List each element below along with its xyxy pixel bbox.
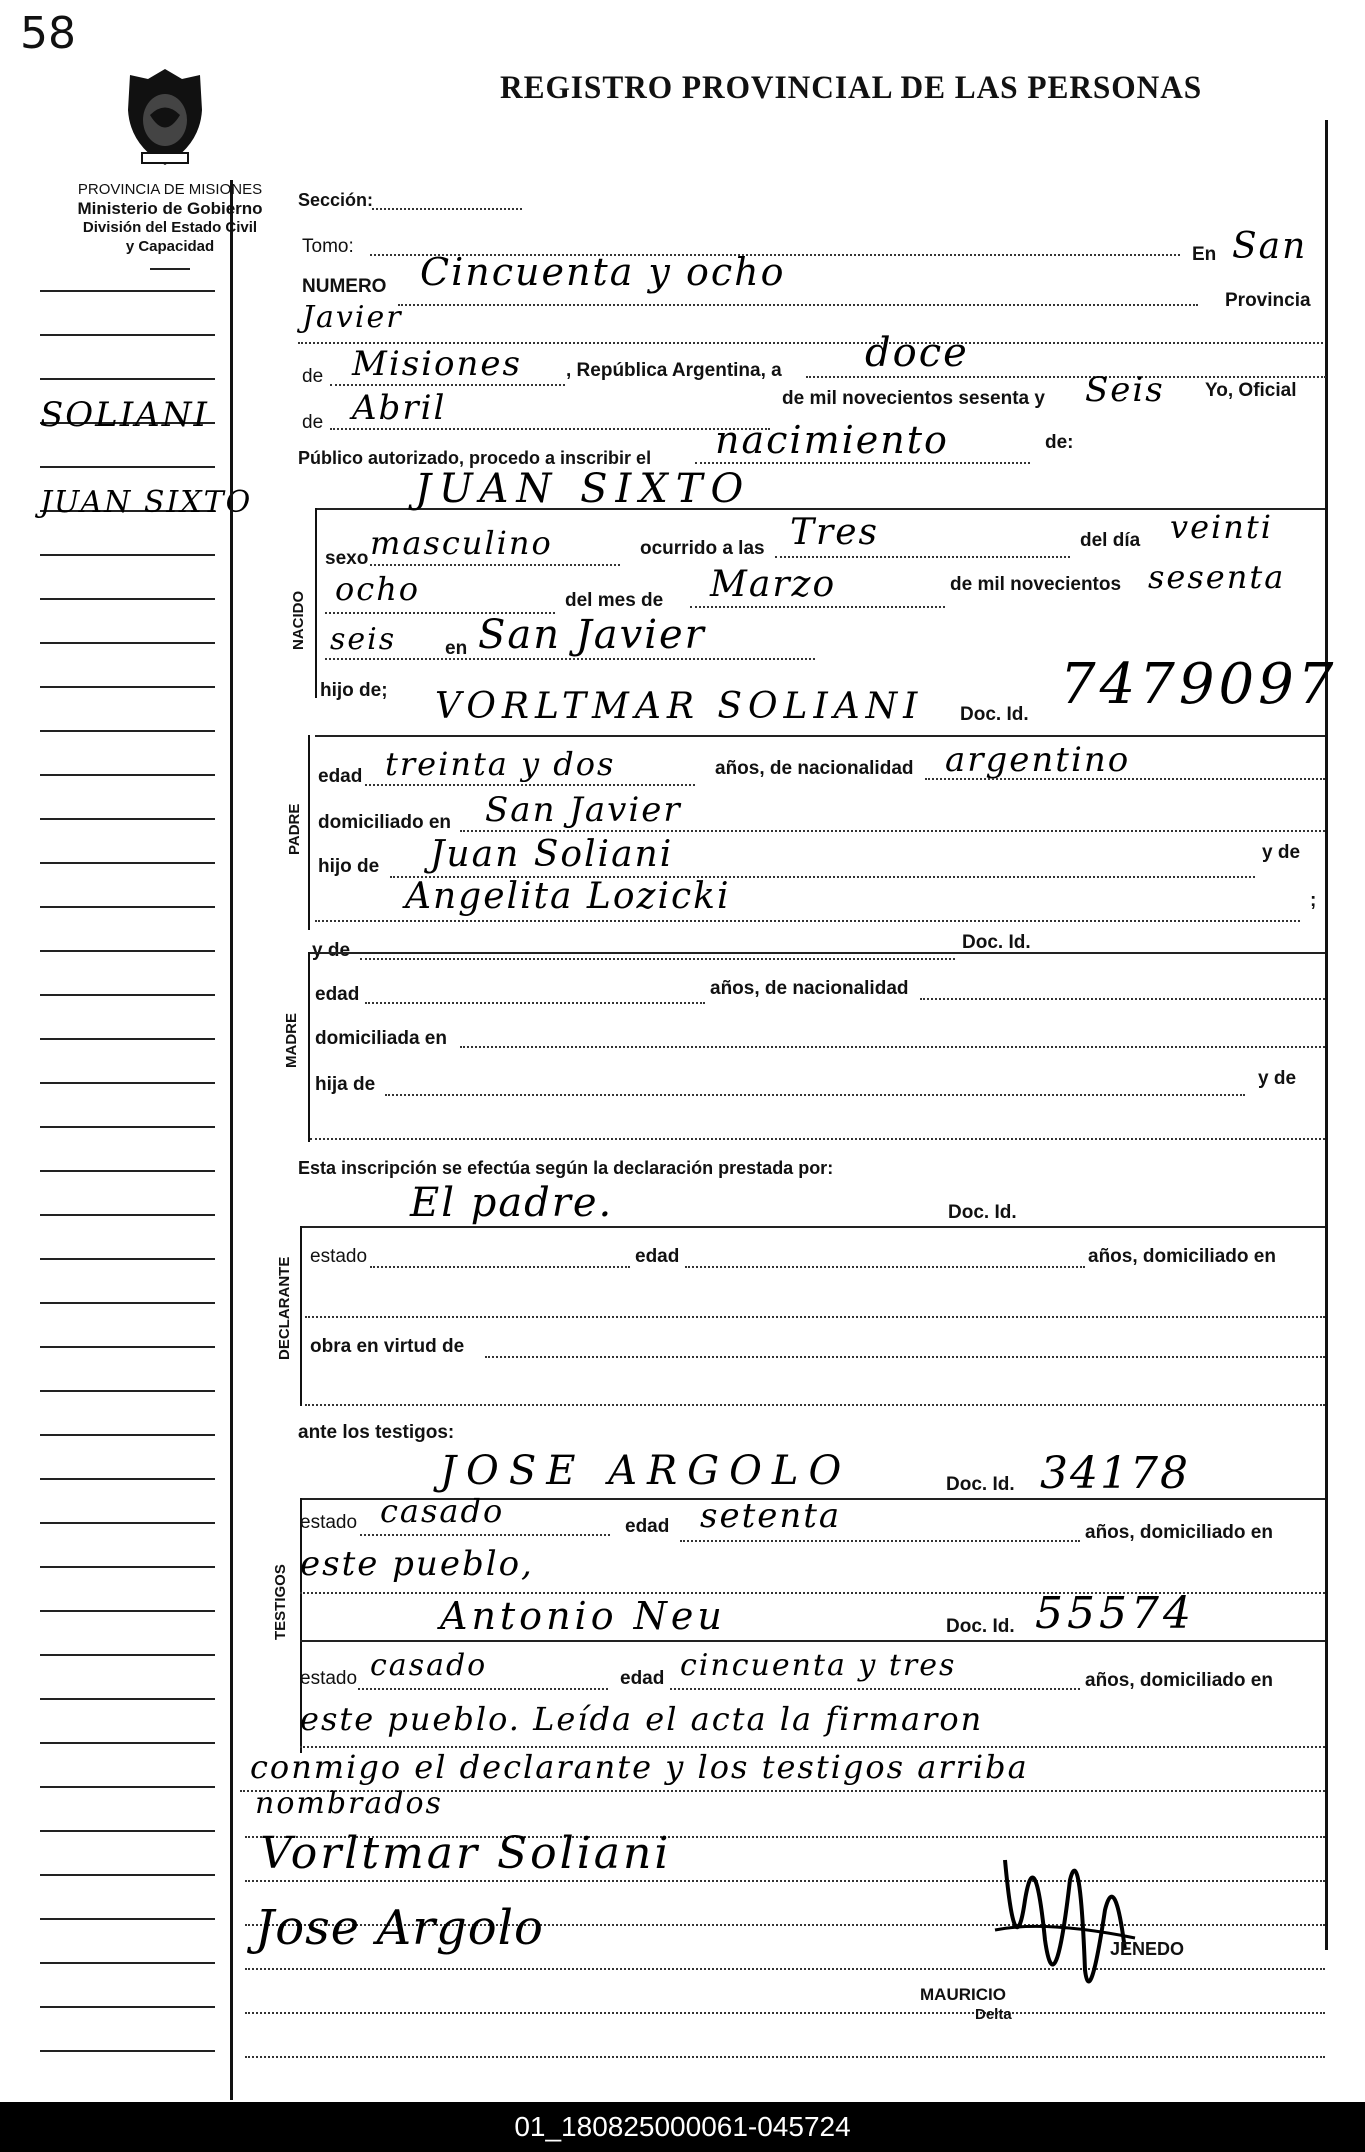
ocurrido-label: ocurrido a las [640, 538, 765, 559]
authority-capacity: y Capacidad [125, 238, 215, 255]
madre-box-left [308, 952, 310, 1142]
en-value: San [1232, 226, 1308, 267]
anio-nac-value: sesenta [1148, 558, 1286, 596]
madre-abuela-line [310, 1138, 1325, 1140]
declarante-estado-line [370, 1266, 630, 1268]
authority-division: División del Estado Civil [82, 219, 258, 236]
image-id-footer: 01_180825000061-045724 [0, 2102, 1365, 2152]
padre-edad-line [365, 784, 695, 786]
margin-rule [40, 774, 215, 776]
de-colon-label: de: [1045, 432, 1074, 453]
margin-rule [40, 2006, 215, 2008]
margin-rule [40, 1918, 215, 1920]
margin-rule [40, 1698, 215, 1700]
margin-rule [40, 1874, 215, 1876]
madre-side-label: MADRE [283, 1013, 300, 1068]
madre-nombre-line [360, 958, 955, 960]
margin-rule [40, 2050, 215, 2052]
testigo2-doc-value: 55574 [1035, 1588, 1195, 1639]
margin-rule [40, 1082, 215, 1084]
padre-edad-label: edad [318, 766, 363, 787]
seccion-line [372, 208, 522, 210]
anio-nac-value-2: seis [330, 622, 397, 657]
margin-rule [40, 1258, 215, 1260]
authority-province: PROVINCIA DE MISIONES [77, 181, 263, 198]
madre-anios-label: años, de nacionalidad [710, 978, 909, 999]
testigo2-doc-label: Doc. Id. [946, 1616, 1015, 1637]
margin-rule [40, 1654, 215, 1656]
authority-ministry: Ministerio de Gobierno [77, 199, 263, 218]
page-number: 58 [20, 8, 76, 59]
signature-declarante: Vorltmar Soliani [260, 1828, 672, 1879]
padre-edad-value: treinta y dos [385, 745, 616, 783]
mil-nov-label: de mil novecientos [950, 574, 1122, 595]
madre-dom-line [460, 1046, 1325, 1048]
signature-rule [245, 2012, 1325, 2014]
place-value: Javier [302, 300, 403, 335]
madre-nac-line [920, 998, 1325, 1000]
stamp-name: MAURICIO [920, 1985, 1006, 2004]
margin-rule [40, 994, 215, 996]
stamp-title: Delta [975, 2006, 1012, 2023]
margin-rule [40, 1390, 215, 1392]
lugar-nac-value: San Javier [478, 612, 706, 658]
mes-line [330, 428, 770, 430]
nacido-box-left [315, 508, 317, 698]
numero-label: NUMERO [302, 276, 387, 297]
margin-rule [40, 290, 215, 292]
padre-dom-line [460, 830, 1325, 832]
padre-dom-label: domiciliado en [318, 812, 452, 833]
lugar-nac-line [325, 658, 815, 660]
madre-y-de-label: y de [312, 940, 351, 961]
margin-rule [40, 1610, 215, 1612]
sexo-value: masculino [370, 524, 553, 562]
sexo-line [370, 564, 620, 566]
margin-rule [40, 950, 215, 952]
madre-nombre-rule [308, 952, 1325, 954]
numero-value: Cincuenta y ocho [420, 250, 786, 294]
margin-rule [40, 1830, 215, 1832]
abuela-line [315, 920, 1300, 922]
declarante-doc-label: Doc. Id. [948, 1202, 1017, 1223]
dia-value: doce [865, 330, 969, 376]
testigo1-edad-label: edad [625, 1516, 670, 1537]
obra-line-2 [305, 1404, 1325, 1406]
margin-surname: SOLIANI [40, 395, 209, 435]
margin-rule [40, 1742, 215, 1744]
testigo1-doc-label: Doc. Id. [946, 1474, 1015, 1495]
left-border [230, 180, 233, 2100]
testigo2-estado-label: estado [300, 1668, 358, 1689]
madre-y-de-label-2: y de [1258, 1068, 1297, 1089]
closing-line-2: conmigo el declarante y los testigos arriba [250, 1748, 1029, 1786]
declarante-side-label: DECLARANTE [276, 1256, 293, 1360]
margin-given-names: JUAN SIXTO [40, 485, 253, 520]
publico-label: Público autorizado, procedo a inscribir el [298, 448, 652, 468]
padre-doc-label: Doc. Id. [960, 704, 1029, 725]
del-mes-label: del mes de [565, 590, 664, 611]
hora-value: Tres [790, 512, 879, 553]
margin-rule [40, 862, 215, 864]
hora-line [775, 556, 1070, 558]
declarante-edad-line [685, 1266, 1085, 1268]
mes-nac-line [690, 606, 945, 608]
issuing-authority [40, 180, 300, 256]
margin-rule [40, 334, 215, 336]
madre-edad-line [365, 1002, 705, 1004]
margin-rule [40, 1346, 215, 1348]
sexo-label: sexo [325, 548, 369, 569]
margin-rule [40, 1214, 215, 1216]
testigo1-anios-label: años, domiciliado en [1085, 1522, 1273, 1543]
provincia-label: Provincia [1225, 290, 1311, 311]
testigos-label: ante los testigos: [298, 1422, 455, 1443]
madre-dom-label: domiciliada en [315, 1028, 447, 1049]
numero-line [398, 304, 1198, 306]
padre-y-de-label: y de [1262, 842, 1301, 863]
testigo1-edad-line [680, 1540, 1080, 1542]
signature-rule [245, 2056, 1325, 2058]
padre-value: VORLTMAR SOLIANI [435, 686, 924, 727]
acto-line [695, 462, 1030, 464]
declarante-edad-label: edad [635, 1246, 680, 1267]
margin-rule [40, 554, 215, 556]
en-label: En [1192, 244, 1217, 265]
testigos-side-label: TESTIGOS [272, 1564, 289, 1640]
testigo1-estado-line [360, 1534, 610, 1536]
madre-edad-label: edad [315, 984, 360, 1005]
testigo1-edad-value: setenta [700, 1496, 842, 1536]
abuela-semicolon: ; [1310, 890, 1317, 911]
closing-line-1: este pueblo. Leída el acta la firmaron [300, 1700, 984, 1738]
declarante-box-left [300, 1226, 302, 1406]
de-label: de [302, 366, 324, 387]
padre-anios-label: años, de nacionalidad [715, 758, 914, 779]
margin-rule [40, 1302, 215, 1304]
coat-of-arms-emblem [120, 65, 210, 170]
mes-nac-value: Marzo [710, 564, 837, 605]
padre-nac-value: argentino [945, 740, 1131, 780]
margin-rule [40, 1478, 215, 1480]
testigo1-dom-value: este pueblo, [300, 1544, 534, 1584]
margin-rule [40, 686, 215, 688]
padre-box-left [308, 735, 310, 930]
margin-rule [40, 1566, 215, 1568]
testigo2-value: Antonio Neu [440, 1594, 726, 1638]
provincia-line [330, 384, 565, 386]
testigo2-line [300, 1640, 1325, 1642]
nacido-side-label: NACIDO [290, 590, 307, 650]
signature-rule [245, 1880, 1325, 1882]
mes-value: Abril [352, 388, 447, 428]
padre-side-label: PADRE [286, 803, 303, 855]
signature-rule [245, 1968, 1325, 1970]
dia-line [806, 376, 1326, 378]
declarante-estado-label: estado [310, 1246, 368, 1267]
testigo1-estado-label: estado [300, 1512, 358, 1533]
obra-label: obra en virtud de [310, 1336, 465, 1357]
margin-rule [40, 906, 215, 908]
obra-line [485, 1356, 1325, 1358]
abuela-value: Angelita Lozicki [405, 876, 731, 917]
declarante-value: El padre. [410, 1180, 614, 1226]
padre-hijo-de-label: hijo de [318, 856, 380, 877]
testigo2-anios-label: años, domiciliado en [1085, 1670, 1273, 1691]
abuelo-value: Juan Soliani [430, 834, 674, 875]
margin-rule [40, 598, 215, 600]
tomo-label: Tomo: [302, 236, 354, 257]
margin-rule [40, 1786, 215, 1788]
margin-rule [40, 818, 215, 820]
dia-nac-value: veinti [1170, 508, 1273, 546]
testigo1-estado-value: casado [380, 1492, 505, 1530]
republica-label: , República Argentina, a [566, 360, 782, 381]
anio-value: Seis [1085, 370, 1165, 410]
madre-hija-de-label: hija de [315, 1074, 376, 1095]
testigo2-estado-value: casado [370, 1648, 488, 1683]
margin-rule [40, 1962, 215, 1964]
testigo2-edad-value: cincuenta y tres [680, 1648, 957, 1683]
margin-rule [40, 1434, 215, 1436]
margin-rule [40, 730, 215, 732]
right-border [1325, 120, 1328, 1950]
padre-doc-value: 7479097 [1060, 652, 1338, 717]
declaracion-label: Esta inscripción se efectúa según la declaración prestada por: [298, 1158, 834, 1178]
de-label-2: de [302, 412, 324, 433]
margin-rule [40, 466, 215, 468]
closing-line-3: nombrados [255, 1786, 443, 1821]
en-label-2: en [445, 638, 468, 659]
del-dia-label: del día [1080, 530, 1141, 551]
acto-value: nacimiento [715, 418, 949, 462]
oficial-label: Yo, Oficial [1205, 380, 1297, 401]
testigo1-doc-value: 34178 [1040, 1448, 1190, 1499]
declarante-anios-label: años, domiciliado en [1088, 1246, 1276, 1267]
padre-nombre-line [315, 735, 1325, 737]
madre-hija-line [385, 1094, 1245, 1096]
stamp-surname: JENEDO [1110, 1939, 1185, 1959]
header-divider [150, 268, 190, 270]
testigo1-value: JOSE ARGOLO [440, 1448, 852, 1494]
margin-rule [40, 1038, 215, 1040]
margin-rule [40, 642, 215, 644]
padre-dom-value: San Javier [485, 790, 682, 830]
margin-rule [40, 1170, 215, 1172]
mil-label: de mil novecientos sesenta y [782, 388, 1045, 409]
official-signature-scribble [985, 1820, 1145, 2020]
signature-testigo: Jose Argolo [255, 1900, 544, 1956]
document-title: REGISTRO PROVINCIAL DE LAS PERSONAS [500, 70, 1203, 106]
dia-nac-value-2: ocho [335, 570, 421, 608]
padre-nac-line [925, 778, 1325, 780]
madre-doc-label: Doc. Id. [962, 932, 1031, 953]
nombre-value: JUAN SIXTO [415, 466, 752, 512]
seccion-label: Sección: [298, 190, 374, 210]
declarante-dom-line [305, 1316, 1325, 1318]
provincia-value: Misiones [352, 344, 522, 384]
declarante-line [300, 1226, 1325, 1228]
testigo2-estado-line [358, 1688, 608, 1690]
hijo-label: hijo de; [320, 680, 388, 701]
testigo2-edad-line [670, 1688, 1080, 1690]
margin-rule [40, 378, 215, 380]
margin-rule [40, 1522, 215, 1524]
margin-rule [40, 1126, 215, 1128]
testigo2-edad-label: edad [620, 1668, 665, 1689]
